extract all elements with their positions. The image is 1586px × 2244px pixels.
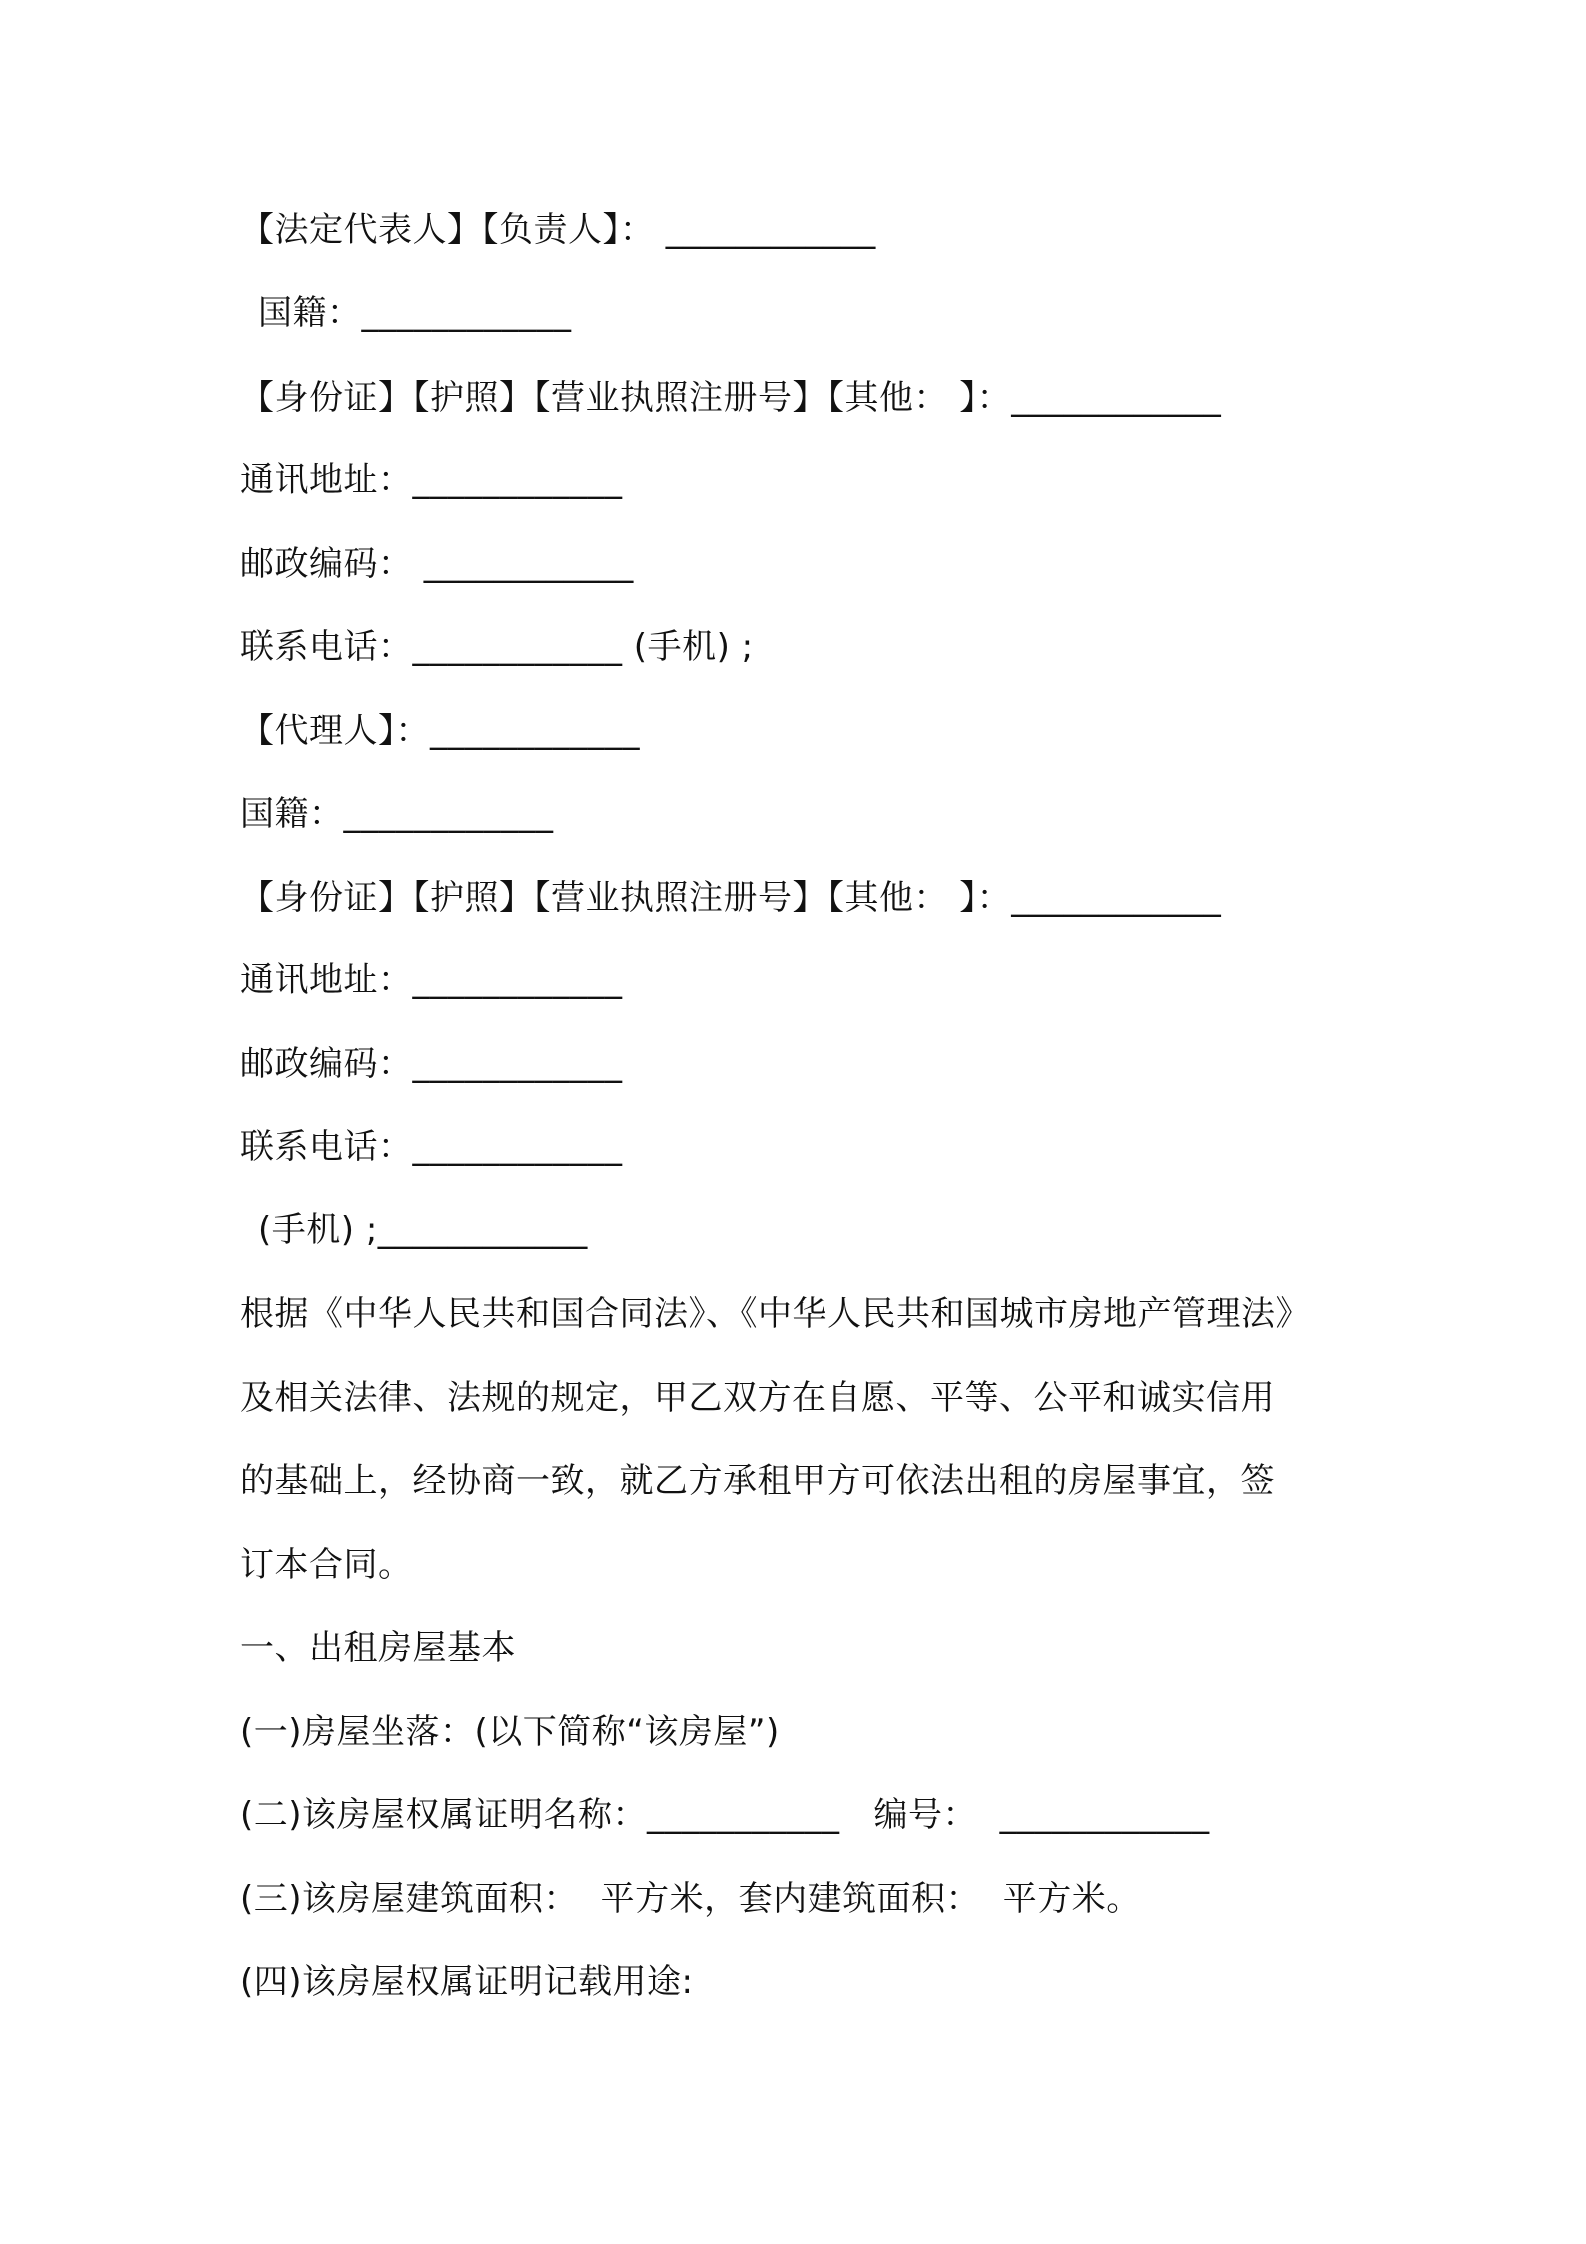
section-heading-1: 一、出租房屋基本 <box>240 1628 516 1668</box>
nationality-line: 国籍：____________ <box>258 293 572 333</box>
id-document-line: 【身份证】【护照】【营业执照注册号】【其他： 】：____________ <box>240 378 1222 418</box>
legal-representative-line: 【法定代表人】【负责人】： ____________ <box>240 210 876 250</box>
ownership-certificate-line: (二)该房屋权属证明名称：___________ 编号： ____________ <box>240 1795 1210 1835</box>
agent-nationality-line: 国籍：____________ <box>240 794 554 834</box>
agent-postal-code-line: 邮政编码：____________ <box>240 1044 623 1084</box>
paragraph-line-4: 订本合同。 <box>240 1545 413 1585</box>
postal-code-line: 邮政编码： ____________ <box>240 544 634 584</box>
agent-id-document-line: 【身份证】【护照】【营业执照注册号】【其他： 】：____________ <box>240 878 1222 918</box>
agent-address-line: 通讯地址：____________ <box>240 960 623 1000</box>
house-location-line: (一)房屋坐落：(以下简称“该房屋”) <box>240 1712 780 1752</box>
agent-line: 【代理人】：____________ <box>240 711 640 751</box>
agent-phone-line: 联系电话：____________ <box>240 1127 623 1167</box>
building-area-line: (三)该房屋建筑面积： 平方米，套内建筑面积： 平方米。 <box>240 1879 1141 1919</box>
paragraph-line-1: 根据《中华人民共和国合同法》、《中华人民共和国城市房地产管理法》 <box>240 1294 1310 1334</box>
recorded-use-line: (四)该房屋权属证明记载用途: <box>240 1962 694 2002</box>
paragraph-line-3: 的基础上，经协商一致，就乙方承租甲方可依法出租的房屋事宜，签 <box>240 1461 1275 1501</box>
address-line: 通讯地址：____________ <box>240 460 623 500</box>
phone-line: 联系电话：____________ (手机) ; <box>240 627 754 667</box>
paragraph-line-2: 及相关法律、法规的规定，甲乙双方在自愿、平等、公平和诚实信用 <box>240 1378 1275 1418</box>
agent-mobile-line: (手机) ;____________ <box>258 1210 588 1250</box>
